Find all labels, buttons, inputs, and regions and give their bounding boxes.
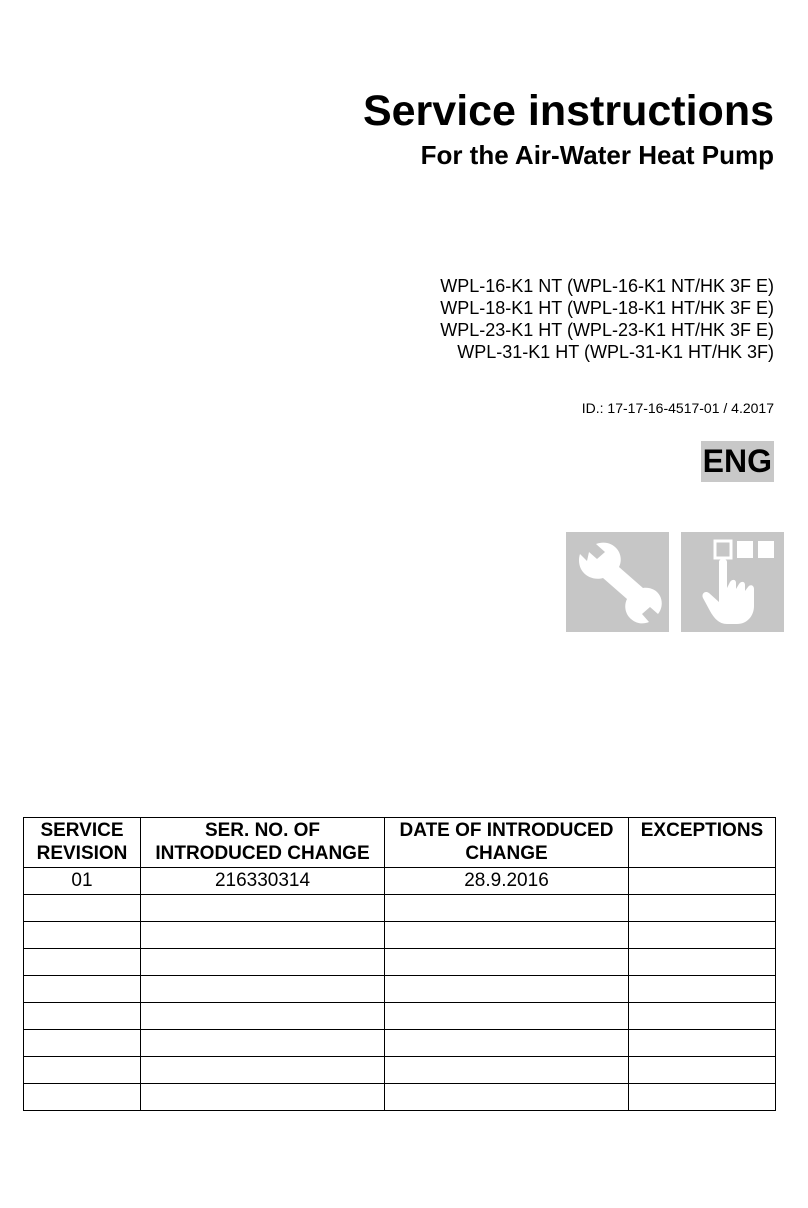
cell-date	[385, 949, 629, 976]
cell-serial	[141, 949, 385, 976]
table-row	[24, 949, 776, 976]
cell-revision	[24, 976, 141, 1003]
cell-date	[385, 1030, 629, 1057]
table-row	[24, 922, 776, 949]
cell-exceptions	[629, 868, 776, 895]
cell-serial	[141, 1030, 385, 1057]
document-id: ID.: 17-17-16-4517-01 / 4.2017	[581, 400, 774, 416]
cell-date	[385, 895, 629, 922]
cell-date	[385, 922, 629, 949]
revision-table	[23, 817, 776, 1111]
cell-revision: 01	[24, 868, 141, 895]
cell-serial	[141, 922, 385, 949]
table-header-row	[24, 818, 776, 868]
cell-date: 28.9.2016	[385, 868, 629, 895]
cell-date	[385, 1057, 629, 1084]
model-line: WPL-23-K1 HT (WPL-23-K1 HT/HK 3F E)	[440, 320, 774, 340]
language-badge: ENG	[701, 441, 774, 482]
cell-serial	[141, 895, 385, 922]
cell-serial	[141, 1084, 385, 1111]
cell-exceptions	[629, 1030, 776, 1057]
model-line: WPL-16-K1 NT (WPL-16-K1 NT/HK 3F E)	[440, 276, 774, 296]
cell-exceptions	[629, 976, 776, 1003]
cell-exceptions	[629, 895, 776, 922]
cell-revision	[24, 949, 141, 976]
document-subtitle: For the Air-Water Heat Pump	[420, 140, 774, 170]
cell-date	[385, 976, 629, 1003]
document-title: Service instructions	[362, 87, 774, 135]
table-row	[24, 868, 776, 895]
wrench-icon	[566, 532, 669, 632]
header-exceptions: EXCEPTIONS	[629, 818, 776, 868]
model-list	[440, 275, 774, 363]
table-row	[24, 976, 776, 1003]
cell-serial	[141, 976, 385, 1003]
cell-revision	[24, 1030, 141, 1057]
touch-control-icon	[681, 532, 784, 632]
cell-revision	[24, 1003, 141, 1030]
table-row	[24, 1003, 776, 1030]
cell-revision	[24, 922, 141, 949]
table-row	[24, 1084, 776, 1111]
cell-exceptions	[629, 1057, 776, 1084]
cell-serial	[141, 1003, 385, 1030]
cell-exceptions	[629, 1084, 776, 1111]
cell-date	[385, 1003, 629, 1030]
model-line: WPL-31-K1 HT (WPL-31-K1 HT/HK 3F)	[457, 342, 774, 362]
cell-exceptions	[629, 1003, 776, 1030]
cell-exceptions	[629, 949, 776, 976]
cell-serial: 216330314	[141, 868, 385, 895]
cell-serial	[141, 1057, 385, 1084]
cell-revision	[24, 1057, 141, 1084]
model-line: WPL-18-K1 HT (WPL-18-K1 HT/HK 3F E)	[440, 298, 774, 318]
cell-revision	[24, 895, 141, 922]
table-row	[24, 1057, 776, 1084]
table-row	[24, 895, 776, 922]
cell-revision	[24, 1084, 141, 1111]
header-service-revision: SERVICE REVISION	[24, 818, 141, 868]
cell-exceptions	[629, 922, 776, 949]
header-date: DATE OF INTRODUCED CHANGE	[385, 818, 629, 868]
cell-date	[385, 1084, 629, 1111]
header-serial-number: SER. NO. OF INTRODUCED CHANGE	[141, 818, 385, 868]
table-row	[24, 1030, 776, 1057]
